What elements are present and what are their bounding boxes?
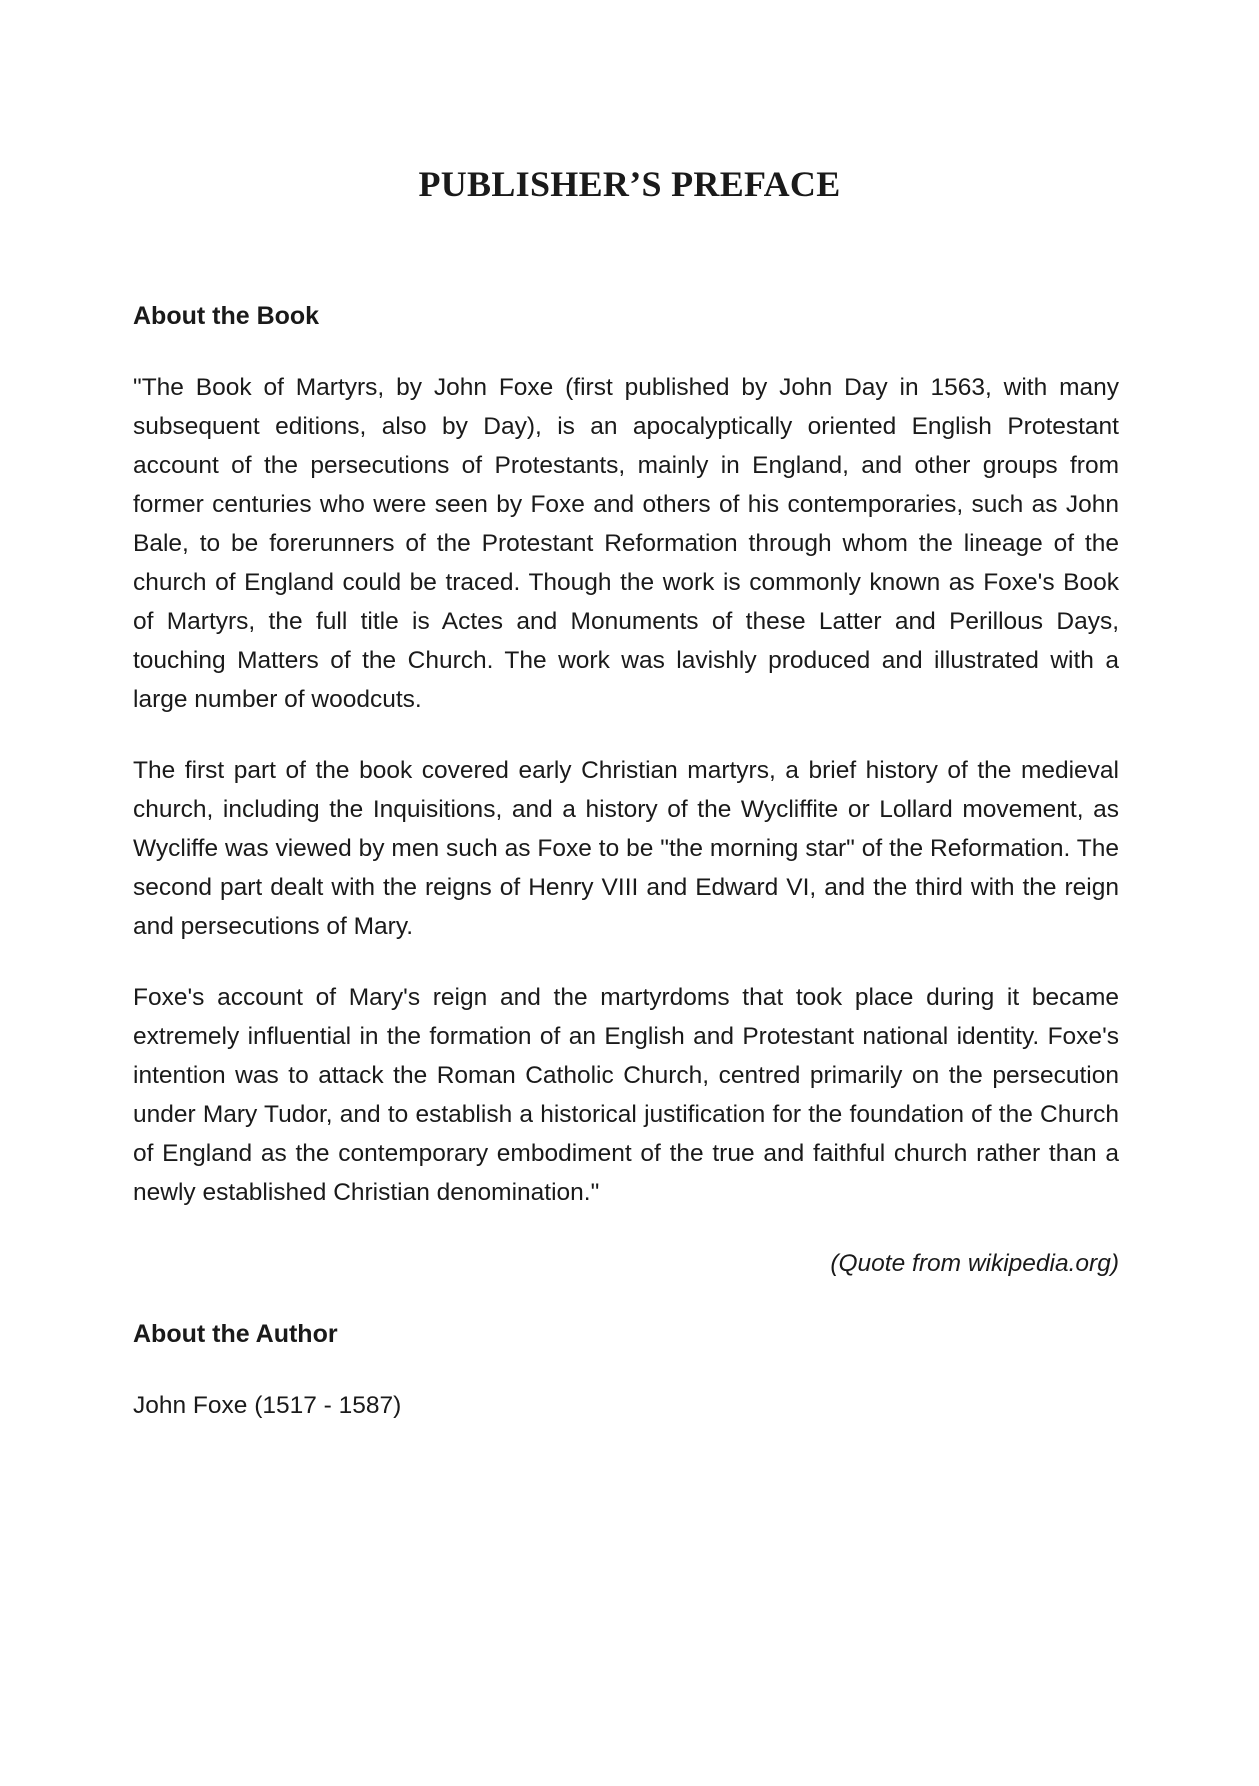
- about-book-heading: About the Book: [133, 302, 320, 330]
- about-book-paragraph-3: Foxe's account of Mary's reign and the martyrdoms that took place during it became extremely influential in the formation of an English and Protestant national identity. Foxe's intention was to attack the Roman Catholic Church, centred primarily on the persecution under Mary Tudor, and to establish a historical justification for the foundation of the Church of England as the contemporary embodiment of the true and faithful church rather than a newly established Christian denomination.": [133, 984, 1119, 1206]
- author-name-dates: John Foxe (1517 - 1587): [133, 1392, 402, 1419]
- document-body: [133, 297, 1119, 1425]
- about-book-paragraph-2: The first part of the book covered early Christian martyrs, a brief history of the medieval church, including the Inquisitions, and a history of the Wycliffite or Lollard movement, as Wycliffe was viewed by men such as Foxe to be "the morning star" of the Reformation. The second part dealt with the reigns of Henry VIII and Edward VI, and the third with the reign and persecutions of Mary.: [133, 757, 1119, 940]
- page-title: PUBLISHER’S PREFACE: [418, 164, 841, 204]
- about-book-paragraph-1: "The Book of Martyrs, by John Foxe (first published by John Day in 1563, with many subsequent editions, also by Day), is an apocalyptically oriented English Protestant account of the persecutions of Protestants, mainly in England, and other groups from former centuries who were seen by Foxe and others of his contemporaries, such as John Bale, to be forerunners of the Protestant Reformation through whom the lineage of the church of England could be traced. Though the work is commonly known as Foxe's Book of Martyrs, the full title is Actes and Monuments of these Latter and Perillous Days, touching Matters of the Church. The work was lavishly produced and illustrated with a large number of woodcuts.: [133, 374, 1119, 713]
- quote-attribution: (Quote from wikipedia.org): [830, 1250, 1119, 1277]
- about-author-heading: About the Author: [133, 1320, 338, 1348]
